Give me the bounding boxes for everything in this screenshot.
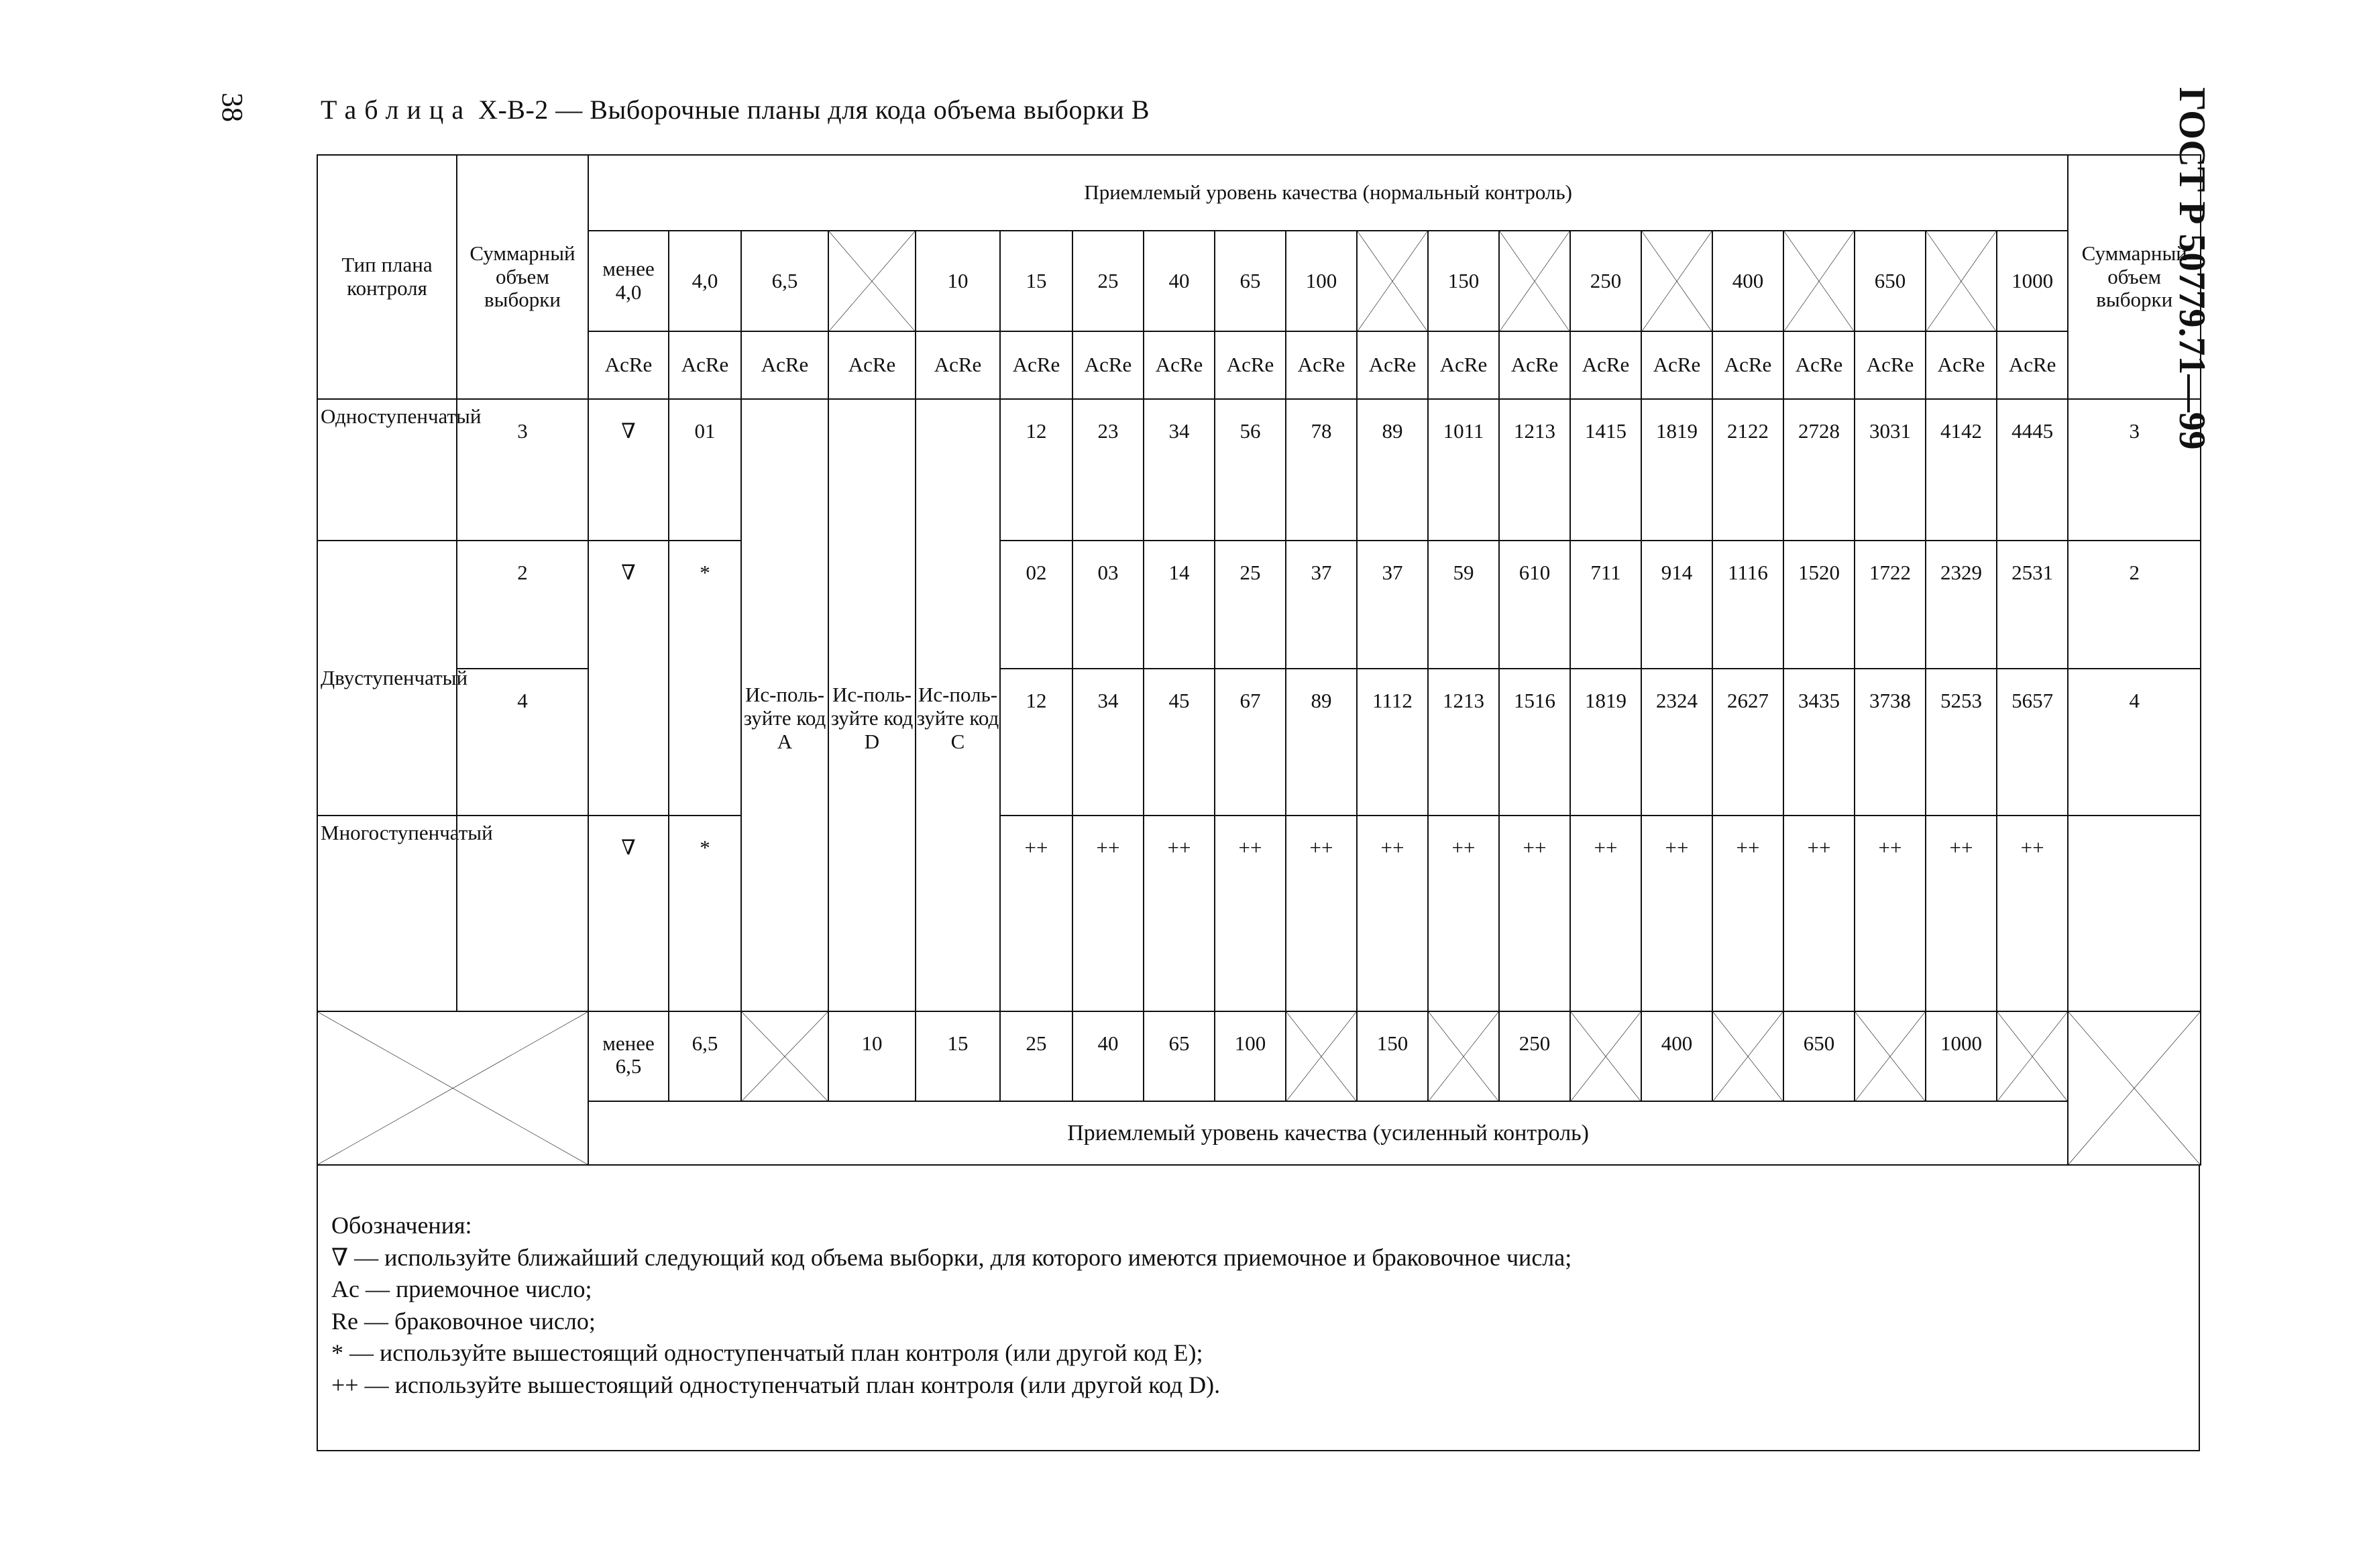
single-value: 56 (1215, 399, 1286, 541)
double-value: 2627 (1712, 669, 1783, 816)
aql-tightened-value: 250 (1499, 1011, 1570, 1102)
double-value: 5657 (1997, 669, 2068, 816)
acre-header: AcRe (741, 331, 828, 399)
multiple-value: ++ (1783, 816, 1855, 1011)
acre-header: AcRe (1712, 331, 1783, 399)
aql-normal-value: 40 (1144, 231, 1215, 332)
aql-normal-crossed-cell (1357, 231, 1428, 332)
double-value: 2531 (1997, 541, 2068, 669)
aql-normal-crossed-cell (1783, 231, 1855, 332)
acre-header: AcRe (1357, 331, 1428, 399)
header-sample-size: Суммарный объем выборки (457, 155, 588, 399)
double-value: 34 (1072, 669, 1144, 816)
aql-tightened-value: 400 (1641, 1011, 1712, 1102)
double-value: 89 (1286, 669, 1357, 816)
acre-header: AcRe (669, 331, 741, 399)
aql-normal-value: 1000 (1997, 231, 2068, 332)
aql-normal-value: 25 (1072, 231, 1144, 332)
aql-normal-value: 400 (1712, 231, 1783, 332)
aql-normal-value: 15 (1000, 231, 1072, 332)
double-value: 3435 (1783, 669, 1855, 816)
table-caption (321, 94, 1150, 125)
acre-header: AcRe (1215, 331, 1286, 399)
acre-header: AcRe (916, 331, 1000, 399)
row-single-size: 3 (457, 399, 588, 541)
aql-tightened-value: 65 (1144, 1011, 1215, 1102)
page-number: 38 (216, 93, 249, 122)
row-single-size-right: 3 (2068, 399, 2201, 541)
multiple-value: ++ (1286, 816, 1357, 1011)
aql-tightened-crossed-cell (1997, 1011, 2068, 1102)
single-value: 1415 (1570, 399, 1641, 541)
double-value: ∇ (588, 541, 669, 816)
notes-line-3: Re — браковочное число; (331, 1307, 596, 1335)
multiple-value: ++ (1926, 816, 1997, 1011)
header-row-acre (317, 331, 2201, 399)
double-value: 1112 (1357, 669, 1428, 816)
double-value: 711 (1570, 541, 1641, 669)
footer-row-tightened-aql (317, 1011, 2201, 1102)
acre-header: AcRe (1641, 331, 1712, 399)
multiple-value: ++ (1000, 816, 1072, 1011)
double-value: 2329 (1926, 541, 1997, 669)
acre-header: AcRe (1855, 331, 1926, 399)
row-multiple-size-right (2068, 816, 2201, 1011)
double-value: 14 (1144, 541, 1215, 669)
row-single (317, 399, 2201, 541)
single-value: ∇ (588, 399, 669, 541)
aql-tightened-crossed-cell (1428, 1011, 1499, 1102)
single-value: 1011 (1428, 399, 1499, 541)
aql-normal-value: 250 (1570, 231, 1641, 332)
single-value: 89 (1357, 399, 1428, 541)
aql-normal-crossed-cell (1641, 231, 1712, 332)
aql-normal-value: 650 (1855, 231, 1926, 332)
notes-line-1: ∇ — используйте ближайший следующий код объема выборки, для которого имеются приемочное и браковочное числа; (331, 1243, 1572, 1271)
header-row-aql-title (317, 155, 2201, 231)
acre-header: AcRe (588, 331, 669, 399)
legend-notes (317, 1166, 2200, 1451)
multiple-value: ++ (1144, 816, 1215, 1011)
header-row-aql-values (317, 231, 2201, 332)
row-single-label: Одноступенчатый (317, 399, 457, 541)
aql-normal-value: 150 (1428, 231, 1499, 332)
double-value: 37 (1286, 541, 1357, 669)
use-code-c: Ис-поль-зуйте код C (916, 399, 1000, 1011)
multiple-value: ∇ (588, 816, 669, 1011)
aql-normal-crossed-cell (828, 231, 916, 332)
footer-crossed-cell-right (2068, 1011, 2201, 1165)
multiple-value: ++ (1641, 816, 1712, 1011)
aql-tightened-crossed-cell (1286, 1011, 1357, 1102)
aql-normal-crossed-cell (1926, 231, 1997, 332)
header-sample-size-right: Суммарный объем выборки (2068, 155, 2201, 399)
acre-header: AcRe (1499, 331, 1570, 399)
acre-header: AcRe (1570, 331, 1641, 399)
aql-normal-value: 65 (1215, 231, 1286, 332)
multiple-value: ++ (1215, 816, 1286, 1011)
single-value: 2728 (1783, 399, 1855, 541)
aql-tightened-value: 150 (1357, 1011, 1428, 1102)
aql-tightened-value: менее 6,5 (588, 1011, 669, 1102)
use-code-a: Ис-поль-зуйте код A (741, 399, 828, 1011)
row-multiple-size (457, 816, 588, 1011)
acre-header: AcRe (828, 331, 916, 399)
aql-tightened-crossed-cell (1570, 1011, 1641, 1102)
double-value: 1520 (1783, 541, 1855, 669)
row-double-size1: 2 (457, 541, 588, 669)
aql-tightened-value: 1000 (1926, 1011, 1997, 1102)
aql-tightened-value: 100 (1215, 1011, 1286, 1102)
single-value: 78 (1286, 399, 1357, 541)
double-value: 37 (1357, 541, 1428, 669)
double-value: 67 (1215, 669, 1286, 816)
single-value: 12 (1000, 399, 1072, 541)
aql-normal-value: 4,0 (669, 231, 741, 332)
use-code-d: Ис-поль-зуйте код D (828, 399, 916, 1011)
row-double-size2: 4 (457, 669, 588, 816)
acre-header: AcRe (1783, 331, 1855, 399)
double-value: 1819 (1570, 669, 1641, 816)
multiple-value: * (669, 816, 741, 1011)
double-value: * (669, 541, 741, 816)
aql-normal-value: 10 (916, 231, 1000, 332)
gost-designation: ГОСТ Р 50779.71—99 (2171, 87, 2213, 450)
double-value: 1116 (1712, 541, 1783, 669)
caption-text: X-B-2 — Выборочные планы для кода объема выборки В (478, 95, 1150, 125)
double-value: 2324 (1641, 669, 1712, 816)
header-plan-type: Тип плана контроля (317, 155, 457, 399)
double-value: 5253 (1926, 669, 1997, 816)
footer-row-tightened-title (317, 1101, 2201, 1165)
notes-line-2: Ac — приемочное число; (331, 1276, 592, 1303)
double-value: 03 (1072, 541, 1144, 669)
header-aql-normal: Приемлемый уровень качества (нормальный контроль) (588, 155, 2068, 231)
single-value: 4445 (1997, 399, 2068, 541)
aql-tightened-value: 10 (828, 1011, 916, 1102)
double-value: 45 (1144, 669, 1215, 816)
double-value: 914 (1641, 541, 1712, 669)
row-multiple (317, 816, 2201, 1011)
aql-normal-crossed-cell (1499, 231, 1570, 332)
single-value: 1819 (1641, 399, 1712, 541)
single-value: 3031 (1855, 399, 1926, 541)
notes-line-5: ++ — используйте вышестоящий одноступенчатый план контроля (или другой код D). (331, 1371, 1221, 1398)
double-value: 59 (1428, 541, 1499, 669)
row-double-1 (317, 541, 2201, 669)
multiple-value: ++ (1855, 816, 1926, 1011)
aql-tightened-value: 650 (1783, 1011, 1855, 1102)
acre-header: AcRe (1072, 331, 1144, 399)
single-value: 23 (1072, 399, 1144, 541)
double-value: 1722 (1855, 541, 1926, 669)
row-double-size1-right: 2 (2068, 541, 2201, 669)
single-value: 01 (669, 399, 741, 541)
aql-tightened-value: 15 (916, 1011, 1000, 1102)
row-double-label: Двуступенчатый (317, 541, 457, 816)
aql-tightened-crossed-cell (1855, 1011, 1926, 1102)
aql-normal-value: менее 4,0 (588, 231, 669, 332)
aql-tightened-crossed-cell (741, 1011, 828, 1102)
multiple-value: ++ (1357, 816, 1428, 1011)
multiple-value: ++ (1997, 816, 2068, 1011)
double-value: 02 (1000, 541, 1072, 669)
row-double-size2-right: 4 (2068, 669, 2201, 816)
footer-aql-tightened: Приемлемый уровень качества (усиленный контроль) (588, 1101, 2068, 1165)
sampling-plan-table (317, 154, 2201, 1166)
acre-header: AcRe (1286, 331, 1357, 399)
double-value: 610 (1499, 541, 1570, 669)
aql-tightened-crossed-cell (1712, 1011, 1783, 1102)
multiple-value: ++ (1712, 816, 1783, 1011)
acre-header: AcRe (1144, 331, 1215, 399)
aql-normal-value: 100 (1286, 231, 1357, 332)
aql-tightened-value: 6,5 (669, 1011, 741, 1102)
multiple-value: ++ (1428, 816, 1499, 1011)
caption-word: Таблица (321, 95, 472, 125)
notes-line-4: * — используйте вышестоящий одноступенчатый план контроля (или другой код Е); (331, 1339, 1203, 1367)
aql-normal-value: 6,5 (741, 231, 828, 332)
single-value: 4142 (1926, 399, 1997, 541)
double-value: 1213 (1428, 669, 1499, 816)
double-value: 12 (1000, 669, 1072, 816)
acre-header: AcRe (1997, 331, 2068, 399)
single-value: 34 (1144, 399, 1215, 541)
single-value: 2122 (1712, 399, 1783, 541)
double-value: 25 (1215, 541, 1286, 669)
row-multiple-label: Многоступенчатый (317, 816, 457, 1011)
double-value: 3738 (1855, 669, 1926, 816)
aql-tightened-value: 40 (1072, 1011, 1144, 1102)
footer-crossed-cell-left (317, 1011, 588, 1165)
multiple-value: ++ (1570, 816, 1641, 1011)
acre-header: AcRe (1926, 331, 1997, 399)
acre-header: AcRe (1000, 331, 1072, 399)
multiple-value: ++ (1072, 816, 1144, 1011)
notes-title: Обозначения: (331, 1212, 472, 1239)
acre-header: AcRe (1428, 331, 1499, 399)
single-value: 1213 (1499, 399, 1570, 541)
multiple-value: ++ (1499, 816, 1570, 1011)
double-value: 1516 (1499, 669, 1570, 816)
aql-tightened-value: 25 (1000, 1011, 1072, 1102)
